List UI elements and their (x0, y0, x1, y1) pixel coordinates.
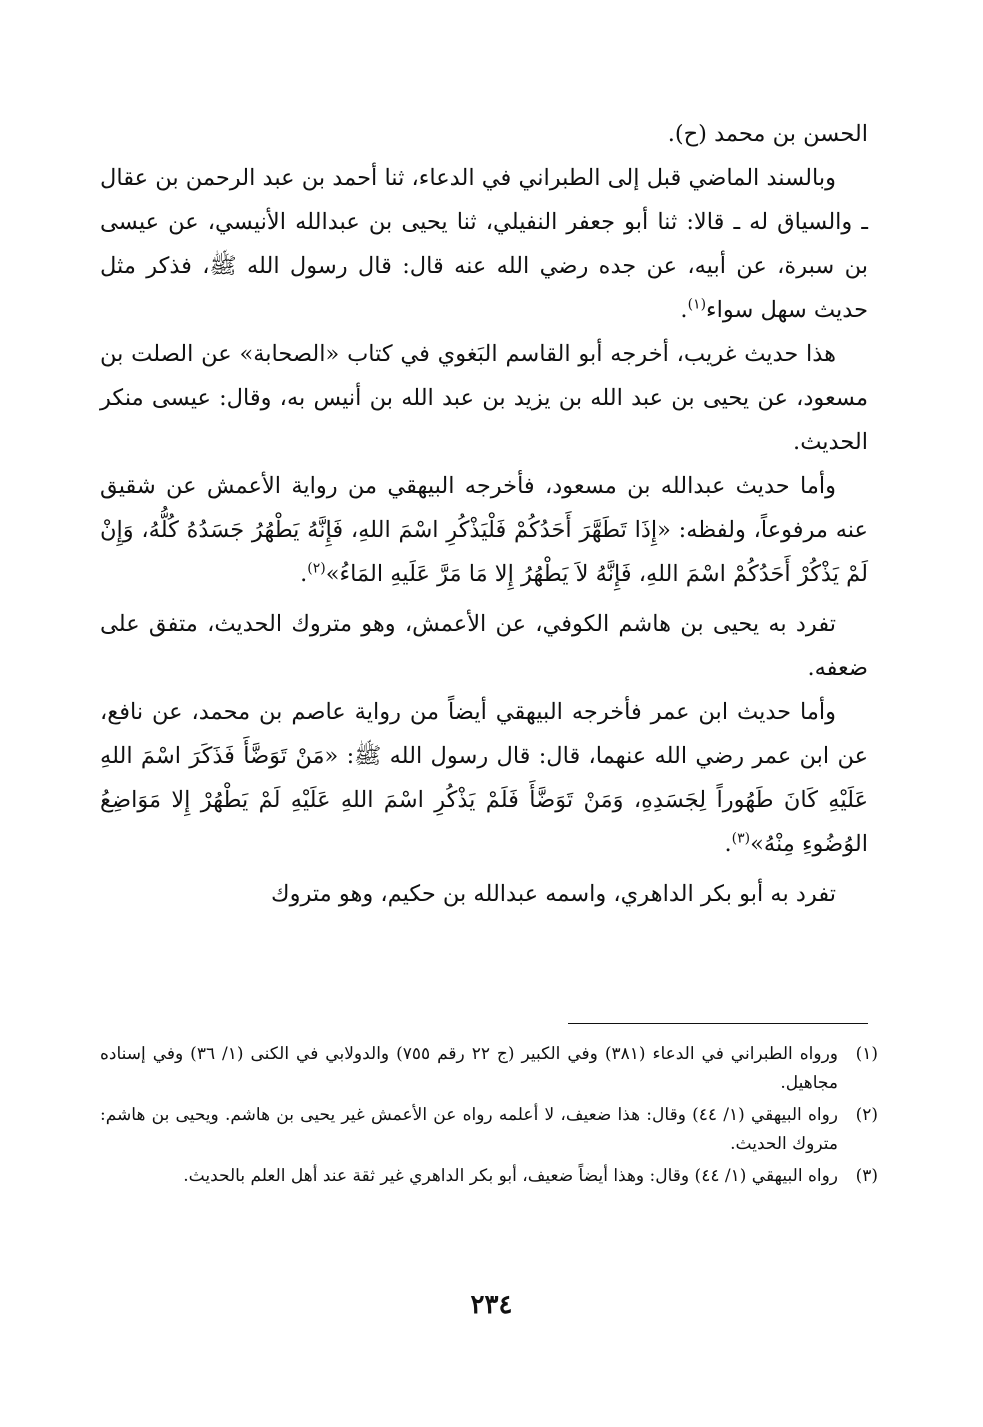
paragraph-1: الحسن بن محمد (ح). (667, 121, 868, 147)
footnote-text: ورواه الطبراني في الدعاء (٣٨١) وفي الكبير (ج ٢٢ رقم ٧٥٥) والدولابي في الكنى (١/ ٣٦) وفي إسناده مجاهيل. (100, 1044, 838, 1093)
footnote-ref-3[interactable]: (٣) (731, 830, 751, 847)
footnote-ref-2[interactable]: (٢) (307, 560, 326, 577)
paragraph-6-period: . (724, 831, 732, 857)
footnote-ref-1[interactable]: (١) (687, 296, 707, 313)
footnote-divider (568, 1023, 868, 1024)
paragraph-3: هذا حديث غريب، أخرجه أبو القاسم البَغوي في كتاب «الصحابة» عن الصلت بن مسعود، عن يحيى بن عبد الله بن يزيد بن عبد الله بن أنيس به، وقال: عيسى منكر الحديث. (100, 341, 868, 455)
footnote-number: (٢) (855, 1105, 878, 1125)
paragraph-4 (100, 464, 868, 596)
footnote-number: (٣) (855, 1166, 878, 1186)
paragraph-6-text: وأما حديث ابن عمر فأخرجه البيهقي أيضاً من رواية عاصم بن محمد، عن نافع، عن ابن عمر رضي الله عنهما، قال: قال رسول الله ﷺ: «مَنْ تَوَضَّأَ فَذَكَرَ اسْمَ اللهِ عَلَيْهِ كَانَ طَهُوراً لِجَسَدِهِ، وَمَنْ تَوَضَّأَ فَلَمْ يَذْكُرِ اسْمَ اللهِ عَلَيْهِ لَمْ يَطْهُرْ إِلا مَوَاضِعُ الوُضُوءِ مِنْهُ» (100, 699, 868, 857)
paragraph-4-period: . (300, 561, 308, 587)
paragraph-2 (100, 156, 868, 332)
footnote-text: رواه البيهقي (١/ ٤٤) وقال: هذا ضعيف، لا أعلمه رواه عن الأعمش غير يحيى بن هاشم. ويحيى بن هاشم: متروك الحديث. (100, 1105, 838, 1154)
paragraph-5: تفرد به يحيى بن هاشم الكوفي، عن الأعمش، وهو متروك الحديث، متفق على ضعفه. (100, 611, 868, 681)
footnote-1 (100, 1040, 878, 1098)
paragraph-2-text: وبالسند الماضي قبل إلى الطبراني في الدعاء، ثنا أحمد بن عبد الرحمن بن عقال ـ والسياق له ـ قالا: ثنا أبو جعفر النفيلي، ثنا يحيى بن عبدالله الأنيسي، عن عيسى بن سبرة، عن أبيه، عن جده رضي الله عنه قال: قال رسول الله ﷺ، فذكر مثل حديث سهل سواء (100, 165, 868, 323)
paragraph-6 (100, 690, 868, 866)
footnote-3 (100, 1162, 878, 1191)
footnotes (100, 1040, 878, 1194)
footnote-2 (100, 1101, 878, 1159)
footnote-text: رواه البيهقي (١/ ٤٤) وقال: وهذا أيضاً ضعيف، أبو بكر الداهري غير ثقة عند أهل العلم بالحديث. (183, 1166, 838, 1186)
paragraph-4-text: وأما حديث عبدالله بن مسعود، فأخرجه البيهقي من رواية الأعمش عن شقيق عنه مرفوعاً، ولفظه: «إِذَا تَطَهَّرَ أَحَدُكُمْ فَلْيَذْكُرِ اسْمَ اللهِ، فَإِنَّهُ يَطْهُرُ جَسَدُهُ كُلُّهُ، وَإِنْ لَمْ يَذْكُرْ أَحَدُكُمْ اسْمَ اللهِ، فَإِنَّهُ لاَ يَطْهُرُ إِلا مَا مَرَّ عَلَيهِ المَاءُ» (100, 473, 868, 587)
paragraph-7: تفرد به أبو بكر الداهري، واسمه عبدالله بن حكيم، وهو متروك (271, 881, 836, 907)
paragraph-2-period: . (680, 297, 688, 323)
footnote-number: (١) (855, 1044, 878, 1064)
page-number: ٢٣٤ (470, 1290, 513, 1320)
main-text (100, 112, 868, 916)
